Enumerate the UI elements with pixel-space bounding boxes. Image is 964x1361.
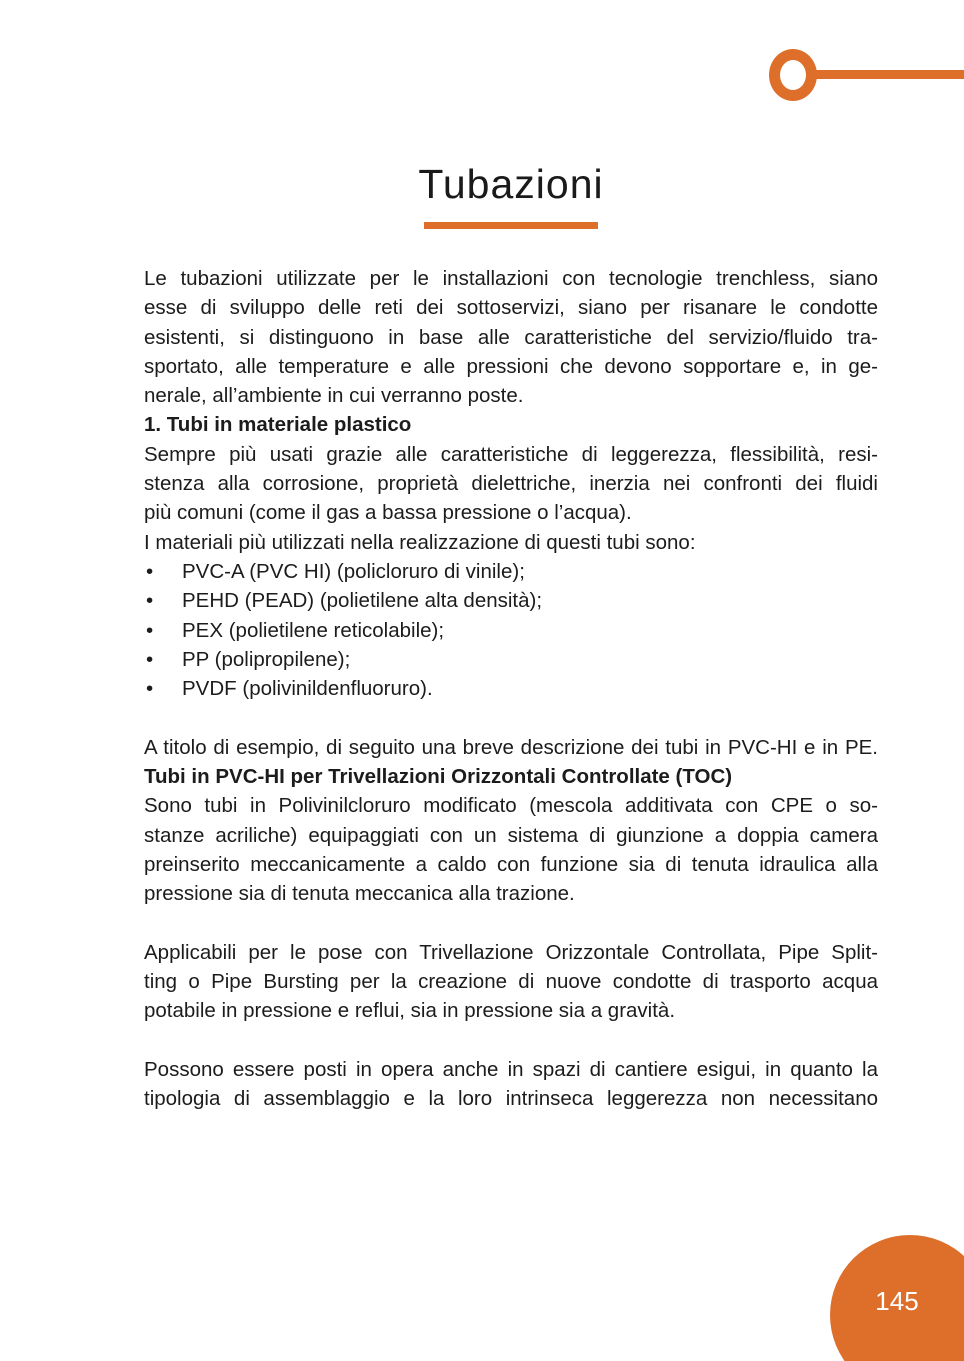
list-item-text: PP (polipropilene); — [182, 647, 351, 671]
text-line: Applicabili per le pose con Trivellazione Orizzontale Controllata, Pipe Split- — [144, 940, 878, 964]
text-line: A titolo di esempio, di seguito una breve descrizione dei tubi in PVC-HI e in PE. — [144, 735, 878, 759]
materials-list-intro: I materiali più utilizzati nella realizzazione di questi tubi sono: — [144, 530, 696, 554]
list-item-text: PEHD (PEAD) (polietilene alta densità); — [182, 589, 543, 613]
text-line: ting o Pipe Bursting per la creazione di nuove condotte di trasporto acqua — [144, 970, 878, 994]
text-line: sportato, alle temperature e alle pressioni che devono sopportare e, in ge- — [144, 354, 878, 378]
list-item — [144, 586, 878, 615]
text-line: potabile in pressione e reflui, sia in pressione sia a gravità. — [144, 999, 676, 1023]
list-item-text: PVDF (polivinildenfluoruro). — [182, 677, 433, 701]
list-item — [144, 645, 878, 674]
text-line: Sono tubi in Polivinilcloruro modificato (mescola additivata con CPE o so- — [144, 794, 878, 818]
paragraph-intro — [144, 264, 878, 410]
bullet-icon: • — [146, 677, 154, 701]
text-line: preinserito meccanicamente a caldo con funzione sia di tenuta idraulica alla — [144, 852, 878, 876]
bullet-icon: • — [146, 559, 154, 583]
text-line: Sempre più usati grazie alle caratteristiche di leggerezza, flessibilità, resi- — [144, 442, 878, 466]
text-line: tipologia di assemblaggio e la loro intrinseca leggerezza non necessitano — [144, 1087, 878, 1111]
page-number: 145 — [875, 1286, 919, 1316]
text-line: esistenti, si distinguono in base alle caratteristiche del servizio/fluido tra- — [144, 325, 878, 349]
list-item — [144, 674, 878, 703]
materials-list — [144, 557, 878, 703]
text-line: esse di sviluppo delle reti dei sottoservizi, siano per risanare le condotte — [144, 296, 878, 320]
list-item — [144, 557, 878, 586]
horizontal-rule-ornament — [812, 70, 964, 79]
bullet-icon: • — [146, 647, 154, 671]
bullet-icon: • — [146, 589, 154, 613]
circle-icon — [769, 49, 817, 101]
list-item — [144, 616, 878, 645]
text-line: pressione sia di tenuta meccanica alla trazione. — [144, 882, 575, 906]
text-line: stenza alla corrosione, proprietà dielettriche, inerzia nei confronti dei fluidi — [144, 472, 878, 496]
text-line: più comuni (come il gas a bassa pressione o l’acqua). — [144, 501, 632, 525]
paragraph-applications — [144, 938, 878, 1026]
page-title: Tubazioni — [418, 161, 604, 207]
example-note — [144, 733, 878, 762]
page-content — [144, 264, 878, 1114]
section-heading-plastic-pipes: 1. Tubi in materiale plastico — [144, 413, 412, 437]
text-line: Le tubazioni utilizzate per le installazioni con tecnologie trenchless, siano — [144, 267, 878, 290]
section-heading-pvc-hi-toc: Tubi in PVC-HI per Trivellazioni Orizzontali Controllate (TOC) — [144, 765, 733, 789]
title-underline — [424, 222, 598, 229]
page-number-badge — [830, 1235, 964, 1361]
paragraph-plastic-pipes — [144, 440, 878, 528]
paragraph-pvc-description — [144, 791, 878, 908]
list-item-text: PEX (polietilene reticolabile); — [182, 618, 445, 642]
paragraph-installation-advantages — [144, 1055, 878, 1114]
text-line: nerale, all’ambiente in cui verranno poste. — [144, 384, 524, 408]
bullet-icon: • — [146, 618, 154, 642]
text-line: Possono essere posti in opera anche in spazi di cantiere esigui, in quanto la — [144, 1058, 878, 1082]
text-line: stanze acriliche) equipaggiati con un sistema di giunzione a doppia camera — [144, 823, 878, 847]
list-item-text: PVC-A (PVC HI) (policloruro di vinile); — [182, 559, 525, 583]
